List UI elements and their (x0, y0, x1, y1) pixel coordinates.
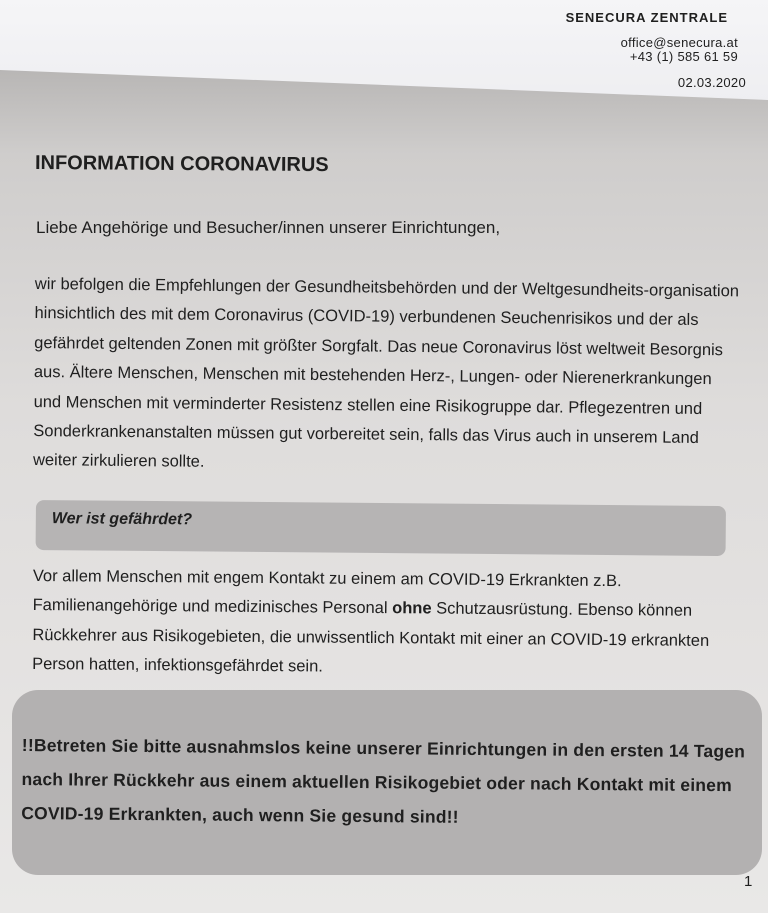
section-heading-bar (36, 500, 726, 556)
page-number: 1 (744, 873, 753, 890)
document-title: INFORMATION CORONAVIRUS (34, 152, 329, 177)
warning-box (12, 690, 762, 875)
document-date: 02.03.2020 (677, 75, 746, 90)
risk-text-emphasis: ohne (392, 599, 432, 618)
intro-paragraph: wir befolgen die Empfehlungen der Gesundheitsbehörden und der Weltgesundheits-organisation hinsichtlich des mit dem Coronavirus (COVID-19) verbundenen Seuchenrisikos und der als gefährdet geltenden Zonen mit größter Sorgfalt. Das neue Coronavirus löst weltweit Besorgnis aus. Ältere Menschen, Menschen mit bestehenden Herz-, Lungen- oder Nierenerkrankungen und Menschen mit verminderter Resistenz stellen eine Risikogruppe dar. Pflegezentren und Sonderkrankenanstalten müssen gut vorbereitet sein, falls das Virus auch in unserem Land weiter zirkulieren sollte. (32, 274, 740, 472)
risk-text-2: Schutzausrüstung. Ebenso können Rückkehrer aus Risikogebieten, die unwissentlich Kontakt mit einer an COVID-19 erkrankten Person hatten, infektionsgefährdet sein. (32, 599, 710, 676)
risk-paragraph (32, 562, 733, 686)
warning-text: !!Betreten Sie bitte ausnahmslos keine unserer Einrichtungen in den ersten 14 Tagen nach Ihrer Rückkehr aus einem aktuellen Risikogebiet oder nach Kontakt mit einem COVID-19 Erkrankten, auch wenn Sie gesund sind!! (21, 734, 746, 827)
contact-email: office@senecura.at (620, 35, 738, 50)
company-name: SENECURA ZENTRALE (565, 10, 728, 25)
contact-phone: +43 (1) 585 61 59 (629, 49, 738, 64)
risk-text-1: Vor allem Menschen mit engem Kontakt zu einem am COVID-19 Erkrankten z.B. Familienangehörige und medizinisches Personal (32, 566, 622, 618)
section-heading: Wer ist gefährdet? (51, 510, 193, 529)
salutation: Liebe Angehörige und Besucher/innen unserer Einrichtungen, (36, 218, 501, 237)
